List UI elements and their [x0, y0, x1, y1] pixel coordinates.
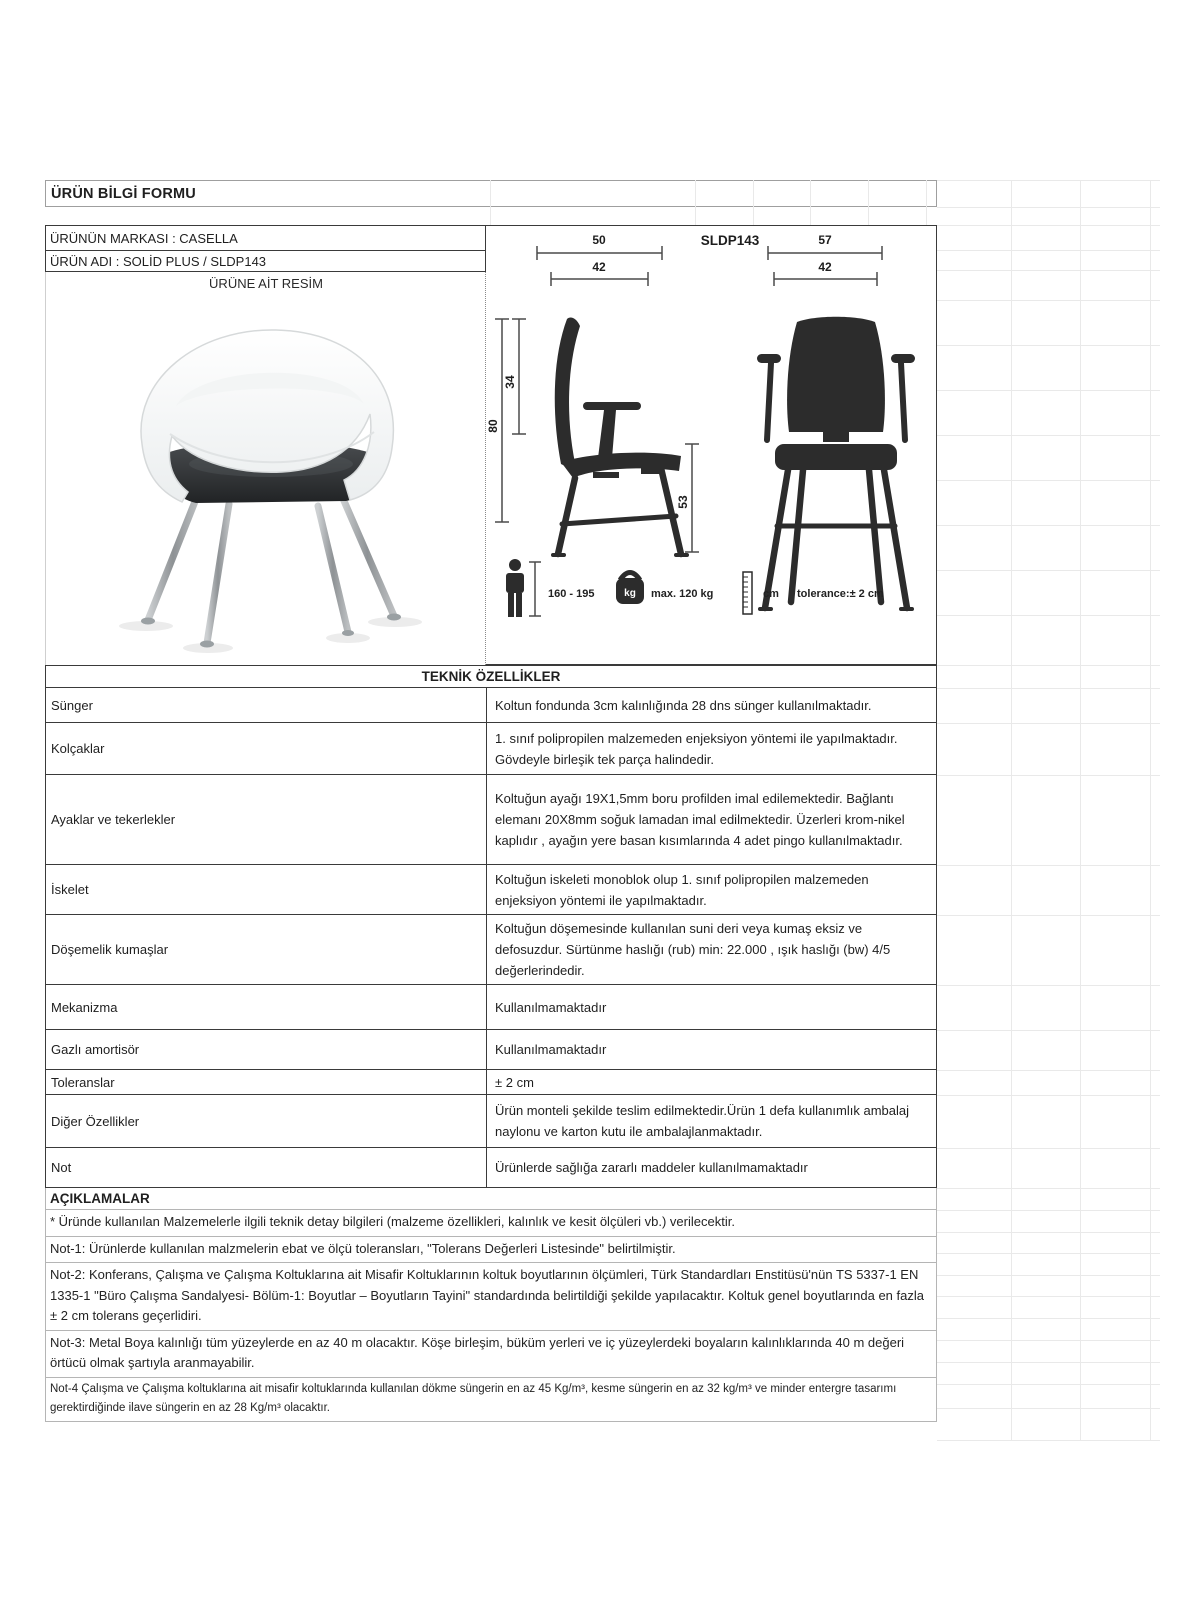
- product-brand: ÜRÜNÜN MARKASI : CASELLA: [46, 226, 485, 251]
- table-row: [46, 1148, 936, 1188]
- spec-label: Not: [46, 1148, 487, 1187]
- spec-label: Diğer Özellikler: [46, 1095, 487, 1147]
- dim-front-seat-width: 42: [818, 260, 832, 274]
- table-row: [46, 865, 936, 915]
- technical-drawing: [485, 225, 937, 665]
- spec-value: Ürünlerde sağlığa zararlı maddeler kullanılmamaktadır: [495, 1160, 808, 1175]
- spec-value: Kullanılmamaktadır: [495, 1042, 607, 1057]
- spec-label: Mekanizma: [46, 985, 487, 1029]
- note-item: * Üründe kullanılan Malzemelerle ilgili teknik detay bilgileri (malzeme özellikleri, kalınlık ve kesit ölçüleri vb.) verilecektir.: [45, 1210, 937, 1237]
- table-row: [46, 915, 936, 985]
- unit-label: cm: [763, 588, 779, 600]
- spec-label: İskelet: [46, 865, 487, 914]
- tolerance-label: tolerance:± 2 cm: [797, 588, 884, 600]
- spec-label: Gazlı amortisör: [46, 1030, 487, 1069]
- notes-section: [45, 1188, 937, 1422]
- note-item: Not-1: Ürünlerde kullanılan malzmelerin ebat ve ölçü toleransları, "Tolerans Değerleri Listesinde" belirtilmiştir.: [45, 1237, 937, 1264]
- dim-side-seat-width: 42: [592, 260, 606, 274]
- weight-icon: [616, 573, 644, 605]
- table-row: [46, 688, 936, 723]
- chair-photo-illustration: [46, 294, 487, 665]
- spec-value: Koltuğun döşemesinde kullanılan suni deri veya kumaş eksiz ve defosuzdur. Sürtünme haslığı (rub) min: 22.000 , ışık haslığı (bw) 4/5 değerlerindedir.: [495, 921, 891, 978]
- table-row: [46, 1095, 936, 1148]
- max-weight-label: max. 120 kg: [651, 588, 714, 600]
- person-height-icon: [506, 559, 524, 617]
- form-title: ÜRÜN BİLGİ FORMU: [45, 180, 937, 207]
- spec-value: Koltuğun ayağı 19X1,5mm boru profilden imal edilemektedir. Bağlantı elemanı 20X8mm soğuk lamadan imal edilmektedir. Üzerleri krom-nikel kaplıdır , ayağın yere basan kısımlarında 4 adet pingo kullanılmaktadır.: [495, 791, 905, 848]
- person-measure-line: [529, 562, 541, 616]
- note-item: Not-4 Çalışma ve Çalışma koltuklarına ait misafir koltuklarında kullanılan dökme süngerin en az 45 Kg/m³, kesme süngerin en az 32 kg/m³ ve minder entergre tasarımı gerektirdiğinde ilave süngerin en az 28 Kg/m³ olacaktır.: [45, 1378, 937, 1422]
- dimension-drawing: [485, 226, 937, 666]
- spec-value: Ürün monteli şekilde teslim edilmektedir.Ürün 1 defa kullanımlık ambalaj naylonu ve karton kutu ile ambalajlanmaktadır.: [495, 1103, 910, 1139]
- ruler-icon: [743, 572, 752, 614]
- dim-front-top-width: 57: [818, 233, 832, 247]
- chair-feet: [141, 614, 401, 648]
- dim-back-height: 34: [503, 375, 517, 389]
- table-row: [46, 1030, 936, 1070]
- product-name: ÜRÜN ADI : SOLİD PLUS / SLDP143: [50, 253, 267, 269]
- floor-shadows: [119, 617, 422, 653]
- spec-label: Kolçaklar: [46, 723, 487, 774]
- spec-label: Ayaklar ve tekerlekler: [46, 775, 487, 864]
- note-item: Not-2: Konferans, Çalışma ve Çalışma Koltuklarına ait Misafir Koltuklarının koltuk boyutlarının ölçümleri, Türk Standardları Enstitüsü'nün TS 5337-1 EN 1335-1 "Büro Çalışma Sandalyesi- Bölüm-1: Boyutlar – Boyutların Tayini" standardında belirtildiği şekilde yapılacaktır. Koltuk genel boyutlarında en fazla ± 2 cm tolerans geçerlidiri.: [45, 1263, 937, 1331]
- spec-label: Sünger: [46, 688, 487, 722]
- weight-icon-label: kg: [624, 588, 636, 599]
- table-row: [46, 1070, 936, 1095]
- chair-side-view: [551, 317, 689, 557]
- spec-value: ± 2 cm: [495, 1074, 534, 1090]
- user-height-range: 160 - 195: [548, 588, 595, 600]
- dim-total-height: 80: [486, 419, 500, 433]
- product-info-box: [45, 225, 486, 272]
- spec-value: Koltuğun iskeleti monoblok olup 1. sınıf polipropilen malzemeden enjeksiyon yöntemi ile yapılmaktadır.: [495, 871, 869, 908]
- spec-value: 1. sınıf polipropilen malzemeden enjeksiyon yöntemi ile yapılmaktadır. Gövdeyle birleşik tek parça halindedir.: [495, 730, 898, 767]
- spec-value: Kullanılmamaktadır: [495, 999, 607, 1015]
- table-row: [46, 723, 936, 775]
- spec-label: Döşemelik kumaşlar: [46, 915, 487, 984]
- dim-side-top-width: 50: [592, 233, 606, 247]
- chair-front-view: [757, 317, 915, 611]
- table-row: [46, 985, 936, 1030]
- notes-title: AÇIKLAMALAR: [45, 1188, 937, 1210]
- dotted-cell-divider: [485, 272, 486, 665]
- chair-legs: [148, 494, 394, 643]
- note-item: Not-3: Metal Boya kalınlığı tüm yüzeylerde en az 40 m olacaktır. Köşe birleşim, büküm yerleri ve iç yüzeylerdeki boyaların kalınlıklarında 40 m değeri örtücü olmak şartıyla aranmayabilir.: [45, 1331, 937, 1378]
- table-row: [46, 775, 936, 865]
- specs-title: TEKNİK ÖZELLİKLER: [45, 665, 937, 688]
- specs-table: [45, 688, 937, 1188]
- dim-seat-height: 53: [676, 495, 690, 509]
- spec-value: Koltun fondunda 3cm kalınlığında 28 dns sünger kullanılmaktadır.: [495, 697, 872, 713]
- spec-label: Toleranslar: [46, 1070, 487, 1094]
- model-code: SLDP143: [700, 233, 760, 248]
- product-photo: [45, 294, 486, 665]
- product-image-caption: ÜRÜNE AİT RESİM: [45, 272, 486, 294]
